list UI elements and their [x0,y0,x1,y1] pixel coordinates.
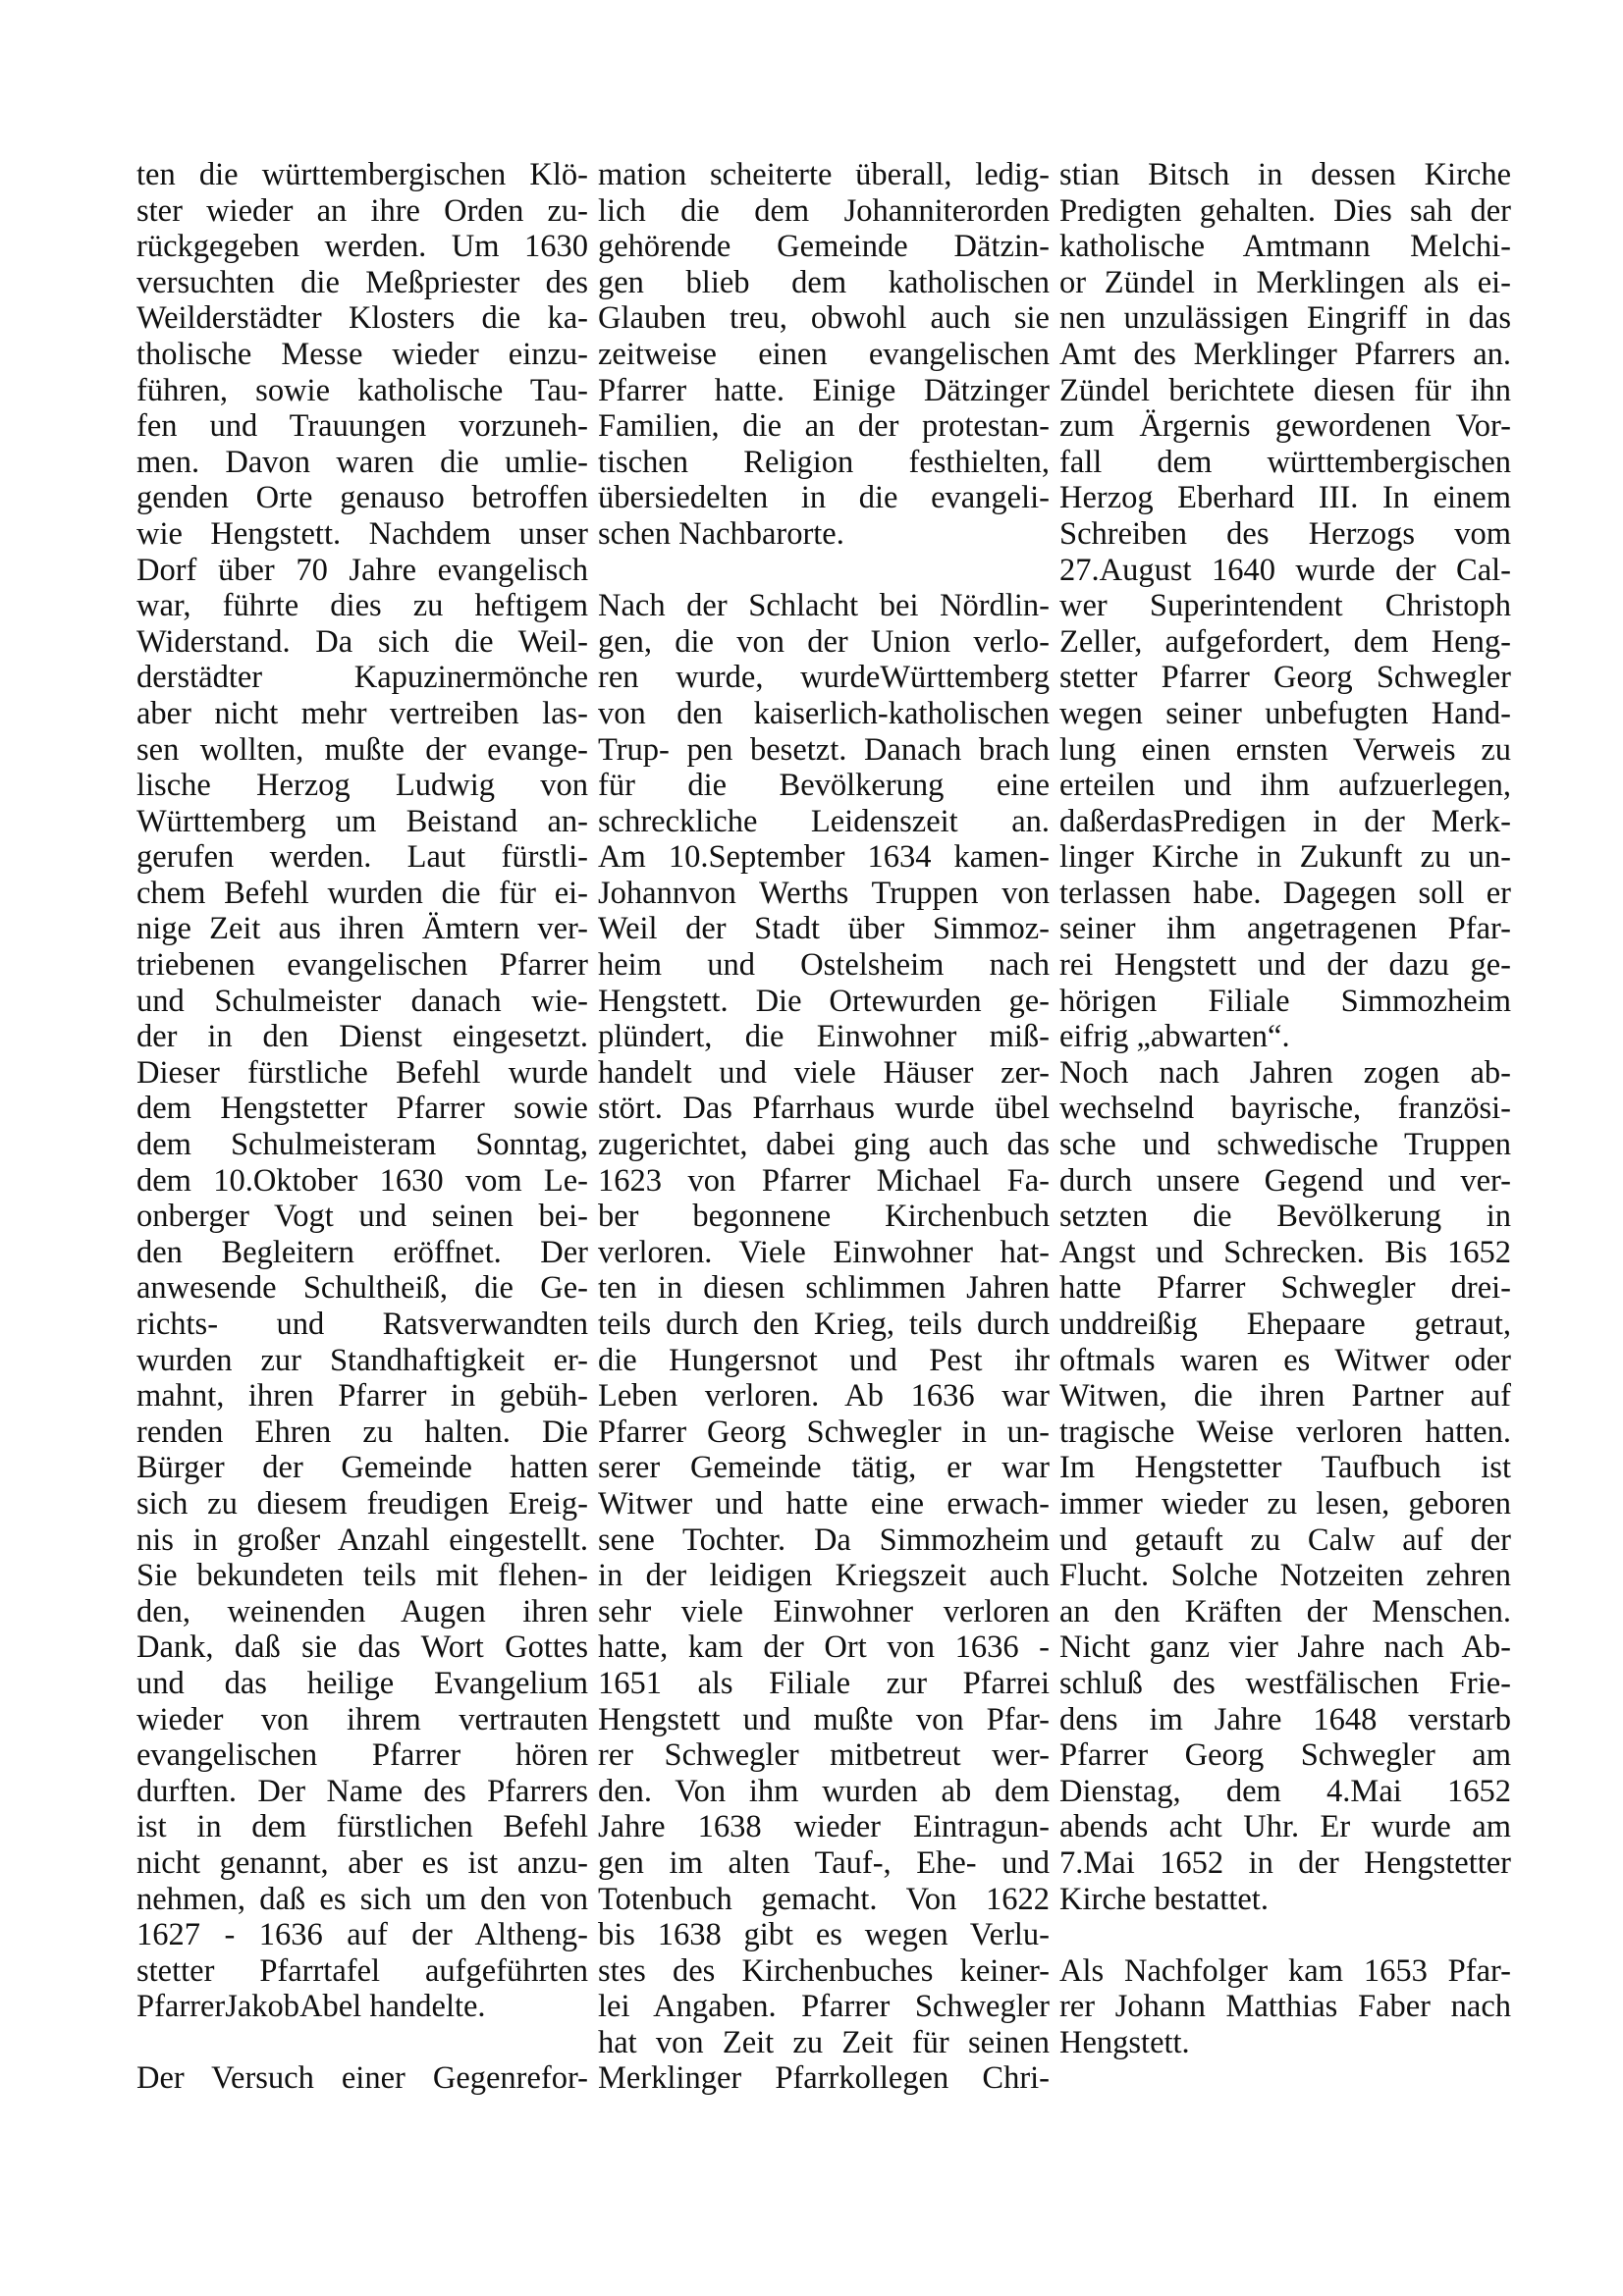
text-line: gehörende Gemeinde Dätzin- [598,229,1050,265]
text-line: terlassen habe. Dagegen soll er [1059,875,1511,911]
text-line: teils durch den Krieg, teils durch [598,1307,1050,1342]
text-line: triebenen evangelischen Pfarrer [136,947,588,984]
text-line: Weilderstädter Klosters die ka- [136,300,588,337]
text-line: anwesende Schultheiß, die Ge- [136,1270,588,1307]
text-line: Dieser fürstliche Befehl wurde [136,1054,588,1091]
text-line: tischen Religion festhielten, [598,444,1050,480]
text-line: ten die württembergischen Klö- [136,157,588,192]
text-line: sen wollten, mußte der evange- [136,731,588,768]
text-line: Bürger der Gemeinde hatten [136,1450,588,1486]
text-line: dem Hengstetter Pfarrer sowie [136,1091,588,1127]
text-line: von den kaiserlich-katholischen [598,695,1050,731]
text-line: derstädter Kapuzinermönche [136,660,588,696]
text-line: serer Gemeinde tätig, er war [598,1450,1050,1486]
text-line: tholische Messe wieder einzu- [136,336,588,372]
text-line: bis 1638 gibt es wegen Verlu- [598,1917,1050,1953]
text-line: an den Kräften der Menschen. [1059,1593,1511,1629]
text-line: Zeller, aufgefordert, dem Heng- [1059,623,1511,660]
text-line: Der Versuch einer Gegenrefor- [136,2060,588,2097]
text-line: Pfarrer Georg Schwegler am [1059,1737,1511,1774]
text-line: Predigten gehalten. Dies sah der [1059,192,1511,229]
text-line: ist in dem fürstlichen Befehl [136,1809,588,1845]
text-line: abends acht Uhr. Er wurde am [1059,1809,1511,1845]
text-line: PfarrerJakobAbel handelte. [136,1989,486,2025]
text-line: Pfarrer Georg Schwegler in un- [598,1414,1050,1450]
text-line: der in den Dienst eingesetzt. [136,1019,588,1055]
text-line: den. Von ihm wurden ab dem [598,1773,1050,1809]
text-line: sich zu diesem freudigen Ereig- [136,1485,588,1522]
text-line: lung einen ernsten Verweis zu [1059,731,1511,768]
text-line: und das heilige Evangelium [136,1665,588,1701]
text-line: stetter Pfarrtafel aufgeführten [136,1952,588,1989]
text-line: hörigen Filiale Simmozheim [1059,983,1511,1019]
text-line: Als Nachfolger kam 1653 Pfar- [1059,1952,1511,1989]
text-line: erteilen und ihm aufzuerlegen, [1059,768,1511,804]
text-line: Hengstett. [1059,2024,1190,2060]
text-line: Dorf über 70 Jahre evangelisch [136,552,588,588]
text-line: immer wieder zu lesen, geboren [1059,1485,1511,1522]
text-line: Amt des Merklinger Pfarrers an. [1059,336,1511,372]
text-line: den Begleitern eröffnet. Der [136,1234,588,1270]
text-line: Johannvon Werths Truppen von [598,875,1050,911]
text-line: Nicht ganz vier Jahre nach Ab- [1059,1629,1511,1666]
text-line: gerufen werden. Laut fürstli- [136,839,588,876]
text-line: wegen seiner unbefugten Hand- [1059,695,1511,731]
text-line: heim und Ostelsheim nach [598,947,1050,984]
text-line: verloren. Viele Einwohner hat- [598,1234,1050,1270]
text-line: wurden zur Standhaftigkeit er- [136,1342,588,1378]
text-line: Angst und Schrecken. Bis 1652 [1059,1234,1511,1270]
text-line: übersiedelten in die evangeli- [598,480,1050,516]
paragraph-gap [136,2025,588,2061]
text-line: Schreiben des Herzogs vom [1059,515,1511,552]
text-line: nehmen, daß es sich um den von [136,1881,588,1917]
text-line: dem 10.Oktober 1630 vom Le- [136,1162,588,1199]
text-line: nis in großer Anzahl eingestellt. [136,1522,588,1558]
text-line: 7.Mai 1652 in der Hengstetter [1059,1844,1511,1881]
text-line: ren wurde, wurdeWürttemberg [598,660,1050,696]
text-line: Hengstett. Die Ortewurden ge- [598,983,1050,1019]
text-line: ten in diesen schlimmen Jahren [598,1270,1050,1307]
text-line: Merklinger Pfarrkollegen Chri- [598,2060,1050,2097]
text-line: wechselnd bayrische, französi- [1059,1091,1511,1127]
text-line: Trup- pen besetzt. Danach brach [598,731,1050,768]
text-line: zugerichtet, dabei ging auch das [598,1127,1050,1163]
text-line: linger Kirche in Zukunft zu un- [1059,839,1511,876]
text-line: Dank, daß sie das Wort Gottes [136,1629,588,1666]
text-line: Jahre 1638 wieder Eintragun- [598,1809,1050,1845]
text-line: Nach der Schlacht bei Nördlin- [598,588,1050,624]
text-line: Flucht. Solche Notzeiten zehren [1059,1558,1511,1594]
text-line: nige Zeit aus ihren Ämtern ver- [136,911,588,947]
text-line: durch unsere Gegend und ver- [1059,1162,1511,1199]
paragraph-gap [598,553,1050,589]
text-line: Witwen, die ihren Partner auf [1059,1378,1511,1415]
text-line: stes des Kirchenbuches keiner- [598,1952,1050,1989]
text-line: katholische Amtmann Melchi- [1059,229,1511,265]
text-line: stetter Pfarrer Georg Schwegler [1059,660,1511,696]
text-line: dem Schulmeisteram Sonntag, [136,1127,588,1163]
text-line: nen unzulässigen Eingriff in das [1059,300,1511,337]
text-line: 27.August 1640 wurde der Cal- [1059,552,1511,588]
text-line: Noch nach Jahren zogen ab- [1059,1054,1511,1091]
text-line: sene Tochter. Da Simmozheim [598,1522,1050,1558]
text-line: seiner ihm angetragenen Pfar- [1059,911,1511,947]
text-line: und Schulmeister danach wie- [136,983,588,1019]
text-line: Totenbuch gemacht. Von 1622 [598,1881,1050,1917]
text-line: oftmals waren es Witwer oder [1059,1342,1511,1378]
text-line: fall dem württembergischen [1059,444,1511,480]
text-line: den, weinenden Augen ihren [136,1593,588,1629]
text-line: Sie bekundeten teils mit flehen- [136,1558,588,1594]
text-line: men. Davon waren die umlie- [136,444,588,480]
text-line: die Hungersnot und Pest ihr [598,1342,1050,1378]
text-line: führen, sowie katholische Tau- [136,372,588,408]
text-line: Witwer und hatte eine erwach- [598,1485,1050,1522]
text-line: schreckliche Leidenszeit an. [598,803,1050,839]
text-line: schluß des westfälischen Frie- [1059,1665,1511,1701]
text-line: aber nicht mehr vertreiben las- [136,695,588,731]
text-line: rückgegeben werden. Um 1630 [136,229,588,265]
text-line: daßerdasPredigen in der Merk- [1059,803,1511,839]
text-column-1 [136,157,588,2097]
text-line: versuchten die Meßpriester des [136,264,588,300]
text-line: 1623 von Pfarrer Michael Fa- [598,1162,1050,1199]
text-line: sehr viele Einwohner verloren [598,1593,1050,1629]
text-line: mation scheiterte überall, ledig- [598,157,1050,192]
text-line: für die Bevölkerung eine [598,768,1050,804]
text-line: hatte Pfarrer Schwegler drei- [1059,1270,1511,1307]
text-line: rer Johann Matthias Faber nach [1059,1989,1511,2025]
text-line: Leben verloren. Ab 1636 war [598,1378,1050,1415]
text-line: wer Superintendent Christoph [1059,588,1511,624]
text-line: Am 10.September 1634 kamen- [598,839,1050,876]
text-line: sche und schwedische Truppen [1059,1127,1511,1163]
text-line: Familien, die an der protestan- [598,408,1050,445]
text-column-2 [598,157,1050,2097]
text-line: wieder von ihrem vertrauten [136,1701,588,1737]
text-line: gen blieb dem katholischen [598,264,1050,300]
text-line: plündert, die Einwohner miß- [598,1019,1050,1055]
text-line: setzten die Bevölkerung in [1059,1199,1511,1235]
text-line: schen Nachbarorte. [598,515,844,552]
text-line: wie Hengstett. Nachdem unser [136,515,588,552]
text-line: lei Angaben. Pfarrer Schwegler [598,1989,1050,2025]
text-line: nicht genannt, aber es ist anzu- [136,1844,588,1881]
text-line: lich die dem Johanniterorden [598,192,1050,229]
text-line: Kirche bestattet. [1059,1881,1269,1917]
text-column-3 [1059,157,1511,2060]
text-line: dens im Jahre 1648 verstarb [1059,1701,1511,1737]
text-line: genden Orte genauso betroffen [136,480,588,516]
text-line: handelt und viele Häuser zer- [598,1054,1050,1091]
text-line: rei Hengstett und der dazu ge- [1059,947,1511,984]
text-line: Württemberg um Beistand an- [136,803,588,839]
text-line: mahnt, ihren Pfarrer in gebüh- [136,1378,588,1415]
text-line: hatte, kam der Ort von 1636 - [598,1629,1050,1666]
text-line: in der leidigen Kriegszeit auch [598,1558,1050,1594]
text-line: gen im alten Tauf-, Ehe- und [598,1844,1050,1881]
text-line: Weil der Stadt über Simmoz- [598,911,1050,947]
paragraph-gap [1059,1917,1511,1953]
text-line: tragische Weise verloren hatten. [1059,1414,1511,1450]
text-line: Herzog Eberhard III. In einem [1059,480,1511,516]
text-line: fen und Trauungen vorzuneh- [136,408,588,445]
text-line: gen, die von der Union verlo- [598,623,1050,660]
text-line: hat von Zeit zu Zeit für seinen [598,2024,1050,2060]
text-line: 1627 - 1636 auf der Altheng- [136,1917,588,1953]
text-line: ster wieder an ihre Orden zu- [136,192,588,229]
text-line: chem Befehl wurden die für ei- [136,875,588,911]
text-line: lische Herzog Ludwig von [136,768,588,804]
text-line: rer Schwegler mitbetreut wer- [598,1737,1050,1774]
text-line: Im Hengstetter Taufbuch ist [1059,1450,1511,1486]
text-line: or Zündel in Merklingen als ei- [1059,264,1511,300]
text-line: unddreißig Ehepaare getraut, [1059,1307,1511,1342]
text-line: zeitweise einen evangelischen [598,336,1050,372]
text-line: war, führte dies zu heftigem [136,588,588,624]
text-line: Glauben treu, obwohl auch sie [598,300,1050,337]
text-line: renden Ehren zu halten. Die [136,1414,588,1450]
text-line: zum Ärgernis gewordenen Vor- [1059,408,1511,445]
text-line: evangelischen Pfarrer hören [136,1737,588,1774]
text-line: und getauft zu Calw auf der [1059,1522,1511,1558]
text-line: eifrig „abwarten“. [1059,1019,1290,1055]
text-line: Pfarrer hatte. Einige Dätzinger [598,372,1050,408]
text-line: durften. Der Name des Pfarrers [136,1773,588,1809]
text-line: Hengstett und mußte von Pfar- [598,1701,1050,1737]
text-line: stian Bitsch in dessen Kirche [1059,157,1511,192]
text-line: Dienstag, dem 4.Mai 1652 [1059,1773,1511,1809]
text-line: 1651 als Filiale zur Pfarrei [598,1665,1050,1701]
text-line: richts- und Ratsverwandten [136,1307,588,1342]
text-line: ber begonnene Kirchenbuch [598,1199,1050,1235]
text-line: Widerstand. Da sich die Weil- [136,623,588,660]
text-line: onberger Vogt und seinen bei- [136,1199,588,1235]
text-line: stört. Das Pfarrhaus wurde übel [598,1091,1050,1127]
text-line: Zündel berichtete diesen für ihn [1059,372,1511,408]
